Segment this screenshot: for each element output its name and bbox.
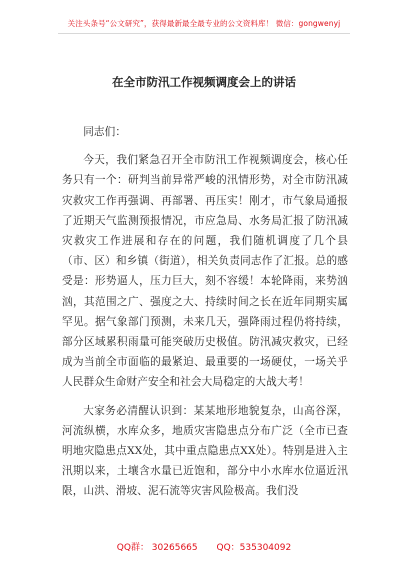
footer-qq-group: QQ群： 30265665: [116, 543, 198, 553]
page-header-promo: 关注头条号“公文研究”，获得最新最全最专业的公文资料库！ 微信：gongwenyj: [67, 19, 341, 28]
document-title: 在全市防汛工作视频调度会上的讲话: [112, 75, 296, 89]
body-paragraph: 大家务必清醒认识到：某某地形地貌复杂，山高谷深，河流纵横，水库众多，地质灾害隐患点分布广泛（全市已查明地灾隐患点XX处，其中重点隐患点XX处）。特别是进入主汛期以来，土壤含水量已近饱和，部分中小水库水位逼近汛限，山洪、滑坡、泥石流等灾害风险极高。我们没: [62, 404, 348, 498]
body-paragraph: 今天，我们紧急召开全市防汛工作视频调度会，核心任务只有一个：研判当前异常严峻的汛情形势，对全市防汛减灾救灾工作再强调、再部署、再压实！刚才，市气象局通报了近期天气监测预报情况，市应急局、水务局汇报了防汛减灾救灾工作进展和存在的问题，我们随机调度了几个县（市、区）和乡镇（街道），相关负责同志作了汇报。总的感受是：形势逼人，压力巨大，刻不容缓！本轮降雨，来势汹汹，其范围之广、强度之大、持续时间之长在近年同期实属罕见。据气象部门预测，未来几天，强降雨过程仍将持续，部分区域累积雨量可能突破历史极值。防汛减灾救灾，已经成为当前全市面临的最紧迫、最重要的一场硬仗，一场关乎人民群众生命财产安全和社会大局稳定的大战大考！: [62, 154, 348, 389]
document-body: [62, 122, 348, 502]
header-divider: [58, 33, 350, 34]
footer-qq-contact: QQ：535304092: [216, 543, 292, 553]
page-footer: [0, 540, 408, 553]
salutation: 同志们：: [83, 126, 127, 138]
